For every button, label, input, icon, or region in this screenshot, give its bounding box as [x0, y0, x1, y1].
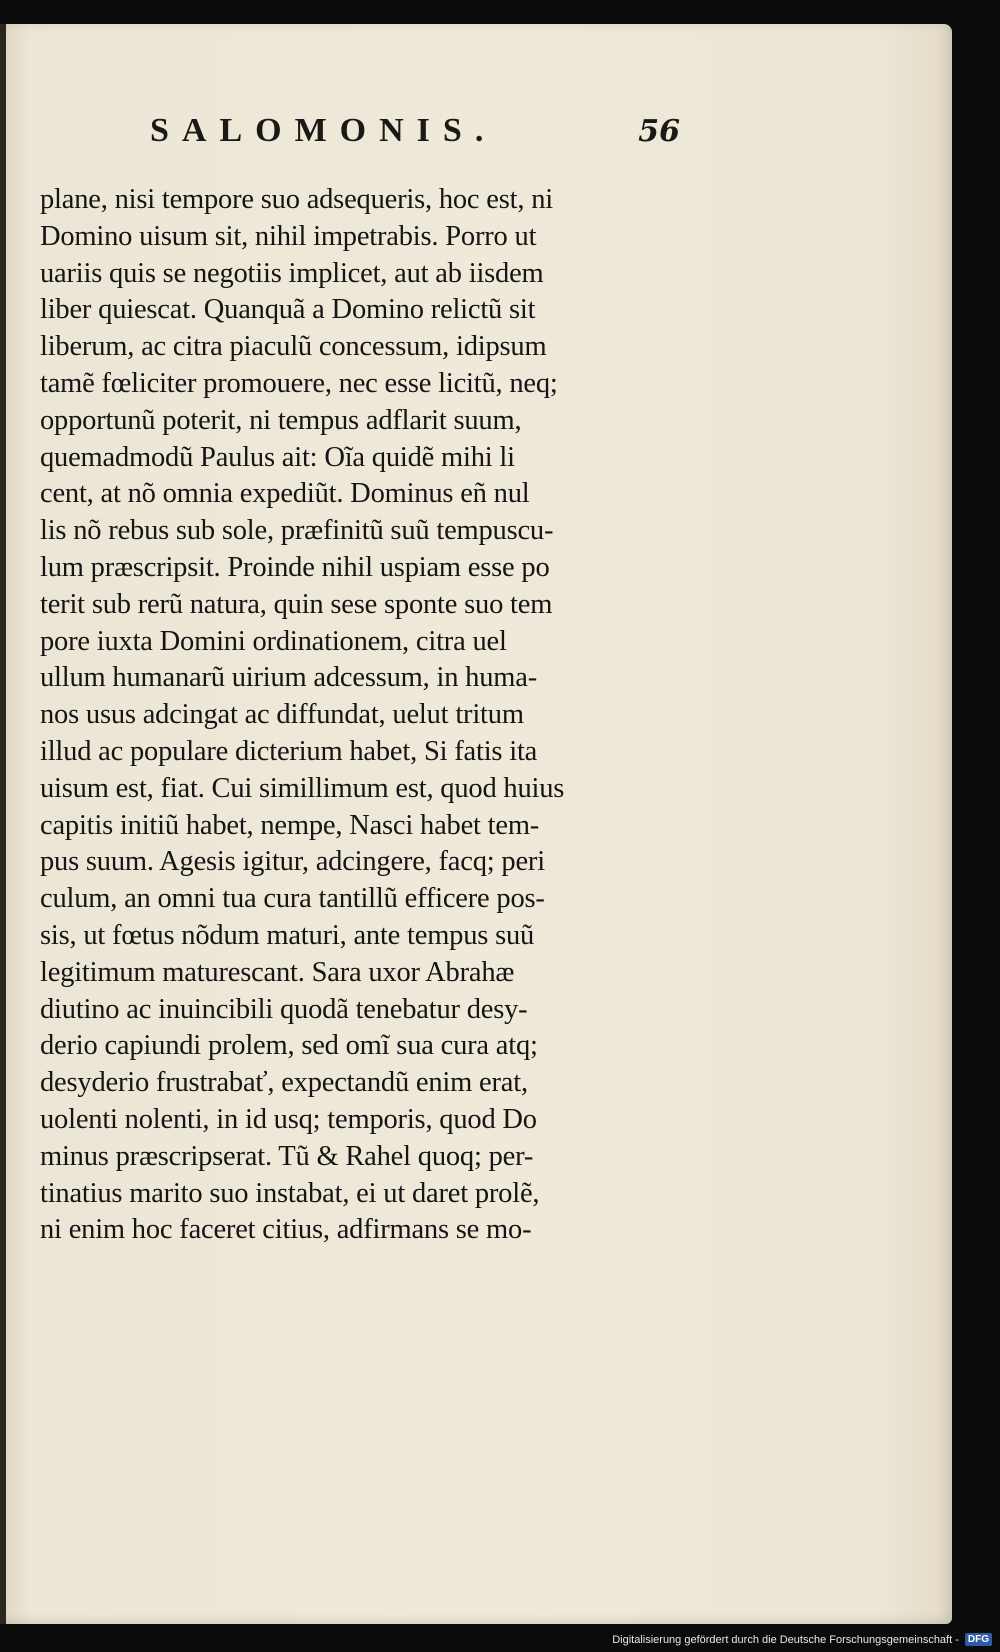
page-gutter — [0, 24, 6, 1624]
text-line: ullum humanarũ uirium adcessum, in huma- — [40, 662, 537, 694]
text-line: legitimum maturescant. Sara uxor Abrahæ — [40, 956, 515, 988]
text-line: uariis quis se negotiis implicet, aut ab iisdem — [40, 257, 544, 289]
page-header — [150, 112, 680, 162]
text-line: terit sub rerũ natura, quin sese sponte suo tem — [40, 588, 553, 620]
text-line: uisum est, fiat. Cui simillimum est, quod huius — [40, 772, 565, 804]
text-line: tamẽ fœliciter promouere, nec esse licitũ, neq; — [40, 367, 558, 399]
text-line: lum præscripsit. Proinde nihil uspiam esse po — [40, 551, 550, 583]
text-line: uolenti nolenti, in id usq; temporis, quod Do — [40, 1103, 537, 1135]
text-line: diutino ac inuincibili quodã tenebatur desy- — [40, 993, 528, 1025]
text-line: opportunũ poterit, ni tempus adflarit suum, — [40, 404, 522, 436]
text-line: Domino uisum sit, nihil impetrabis. Porro ut — [40, 220, 537, 252]
page-number: 56 — [638, 114, 680, 149]
text-line: sis, ut fœtus nõdum maturi, ante tempus suũ — [40, 919, 535, 951]
text-line: liber quiescat. Quanquã a Domino relictũ sit — [40, 294, 536, 326]
text-line: plane, nisi tempore suo adsequeris, hoc est, ni — [40, 184, 553, 215]
text-line: illud ac populare dicterium habet, Si fatis ita — [40, 735, 538, 767]
text-line: tinatius marito suo instabat, ei ut daret prolẽ, — [40, 1177, 540, 1209]
text-line: desyderio frustrabať, expectandũ enim erat, — [40, 1067, 528, 1099]
text-line: capitis initiũ habet, nempe, Nasci habet tem- — [40, 809, 540, 841]
book-page — [0, 24, 952, 1624]
text-line: quemadmodũ Paulus ait: Oĩa quidẽ mihi li — [40, 441, 515, 473]
text-line: lis nõ rebus sub sole, præfinitũ suũ tempuscu- — [40, 515, 554, 547]
digitization-footer — [612, 1633, 992, 1646]
dfg-logo: DFG — [965, 1633, 992, 1646]
text-line: pus suum. Agesis igitur, adcingere, facq; peri — [40, 846, 545, 878]
text-line: minus præscripserat. Tũ & Rahel quoq; per- — [40, 1140, 534, 1172]
running-title: SALOMONIS. — [150, 112, 497, 149]
text-line: culum, an omni tua cura tantillũ efficere pos- — [40, 883, 545, 915]
text-line: pore iuxta Domini ordinationem, citra uel — [40, 625, 507, 657]
text-line: liberum, ac citra piaculũ concessum, idipsum — [40, 331, 547, 363]
text-line: ni enim hoc faceret citius, adfirmans se mo- — [40, 1214, 532, 1246]
text-line: derio capiundi prolem, sed omĩ sua cura atq; — [40, 1030, 538, 1062]
text-line: cent, at nõ omnia expediũt. Dominus eñ nul — [40, 478, 530, 510]
body-text — [40, 182, 730, 1249]
text-line: nos usus adcingat ac diffundat, uelut tritum — [40, 699, 524, 731]
funding-credit: Digitalisierung gefördert durch die Deutsche Forschungsgemeinschaft - — [612, 1633, 959, 1646]
